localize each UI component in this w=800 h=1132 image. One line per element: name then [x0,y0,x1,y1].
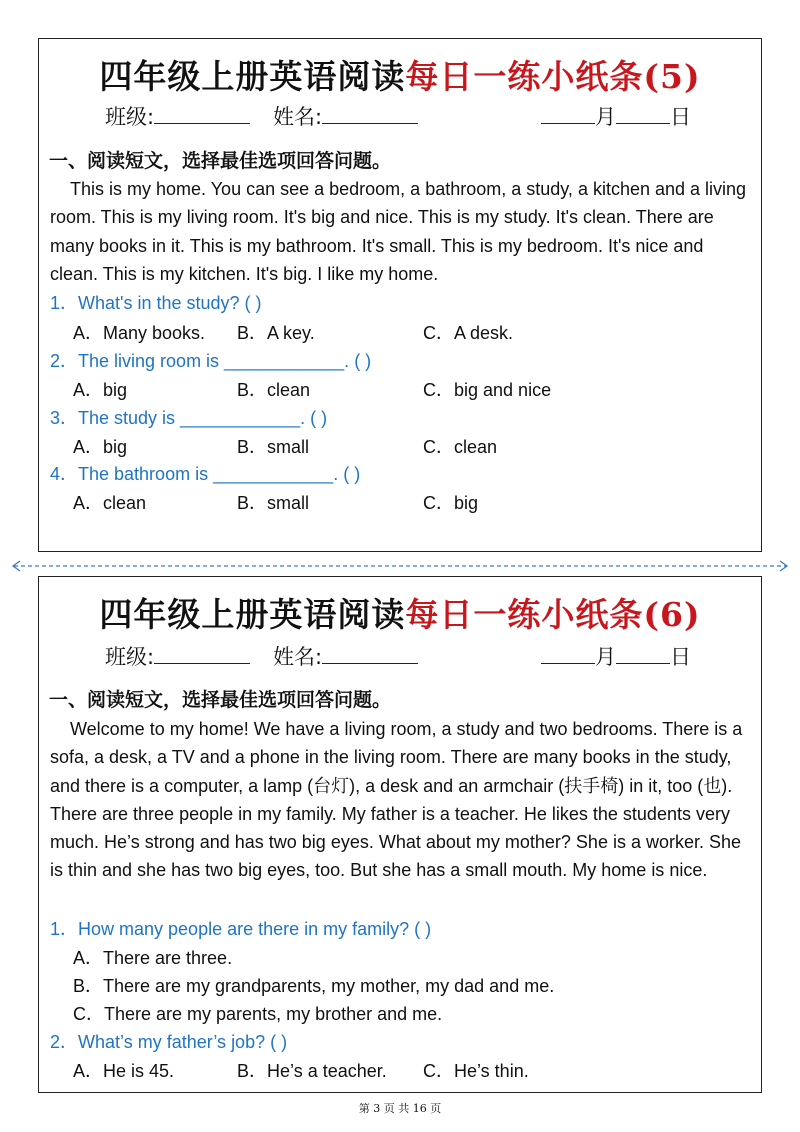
info-line [39,101,761,131]
question-4: 4．The bathroom is ____________. ( ) [50,464,361,484]
worksheet-title [39,51,761,98]
option-b[interactable]: B．There are my grandparents, my mother, my dad and me. [73,976,555,996]
class-field[interactable] [105,641,250,671]
question-2: 2．The living room is ____________. ( ) [50,351,372,371]
name-label: 姓名: [273,645,323,669]
option-c[interactable]: C．A desk. [423,323,514,343]
info-line [39,641,761,671]
name-field[interactable] [273,641,418,671]
option-c[interactable]: C．big and nice [423,380,552,400]
title-main: 四年级上册英语阅读 [99,595,406,634]
class-label: 班级: [105,105,155,129]
worksheet-6 [38,576,762,1093]
day-label: 日 [670,105,691,129]
option-c[interactable]: C．He’s thin. [423,1061,529,1081]
option-b[interactable]: B．A key. [237,323,315,343]
worksheet-title [39,589,761,636]
option-c[interactable]: C．big [423,493,479,513]
reading-passage [50,175,753,288]
question-2: 2．What’s my father’s job? ( ) [50,1032,288,1052]
question-3: 3．The study is ____________. ( ) [50,408,328,428]
date-field[interactable] [541,101,691,131]
name-label: 姓名: [273,105,323,129]
title-highlight: 每日一练小纸条(6) [405,595,701,634]
option-c[interactable]: C．clean [423,437,498,457]
page-footer: 第 3 页 共 16 页 [358,1102,442,1115]
option-a[interactable]: A．He is 45. [73,1061,175,1081]
worksheet-5 [38,38,762,552]
month-label: 月 [595,645,616,669]
title-highlight: 每日一练小纸条(5) [405,57,701,96]
option-a[interactable]: A．big [73,437,128,457]
passage-text: Welcome to my home! We have a living room, a study and two bedrooms. There is a sofa, a desk, a TV and a phone in the living room. There are many books in the study, and there is a computer, a lamp (台灯), a desk and an armchair (扶手椅) in it, too (也). There are three people in my family. My father is a teacher. He likes the students very much. He’s strong and has two big eyes. What about my mother? She is a worker. She is thin and she has two big eyes, too. But she has a small mouth. My home is nice. [50,719,743,881]
class-label: 班级: [105,645,155,669]
option-b[interactable]: B．small [237,493,310,513]
section-heading: 一、阅读短文，选择最佳选项回答问题。 [49,150,392,172]
name-field[interactable] [273,101,418,131]
class-field[interactable] [105,101,250,131]
option-b[interactable]: B．He’s a teacher. [237,1061,387,1081]
passage-text: This is my home. You can see a bedroom, a bathroom, a study, a kitchen and a living room. This is my living room. It's big and nice. This is my study. It's clean. There are many books in it. This is my bathroom. It's small. This is my bedroom. It's nice and clean. This is my kitchen. It's big. I like my home. [50,179,747,284]
option-b[interactable]: B．small [237,437,310,457]
question-1: 1．How many people are there in my family? ( ) [50,919,432,939]
option-c[interactable]: C．There are my parents, my brother and me. [73,1004,443,1024]
cut-line-divider [8,556,792,576]
option-a[interactable]: A．clean [73,493,147,513]
option-a[interactable]: A．There are three. [73,948,233,968]
option-a[interactable]: A．big [73,380,128,400]
month-label: 月 [595,105,616,129]
option-a[interactable]: A．Many books. [73,323,206,343]
question-1: 1．What's in the study? ( ) [50,293,262,313]
date-field[interactable] [541,641,691,671]
day-label: 日 [670,645,691,669]
reading-passage [50,715,753,885]
section-heading: 一、阅读短文，选择最佳选项回答问题。 [49,689,392,711]
title-main: 四年级上册英语阅读 [99,57,406,96]
option-b[interactable]: B．clean [237,380,311,400]
